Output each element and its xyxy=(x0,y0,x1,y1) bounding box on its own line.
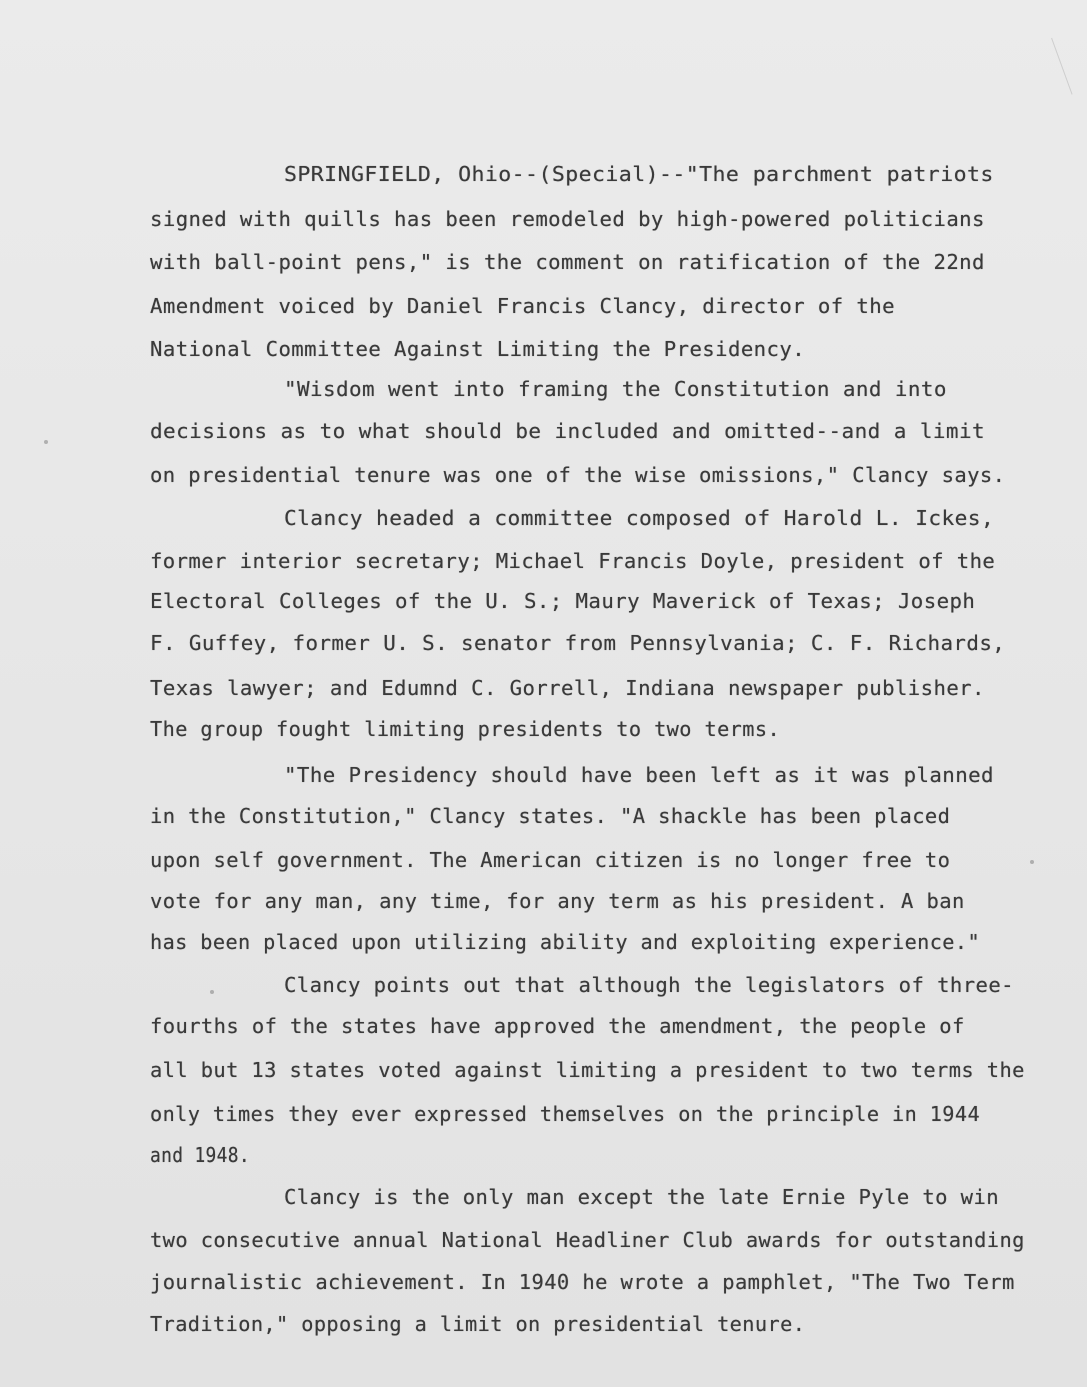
text-line: Clancy is the only man except the late Ernie Pyle to win xyxy=(284,1185,999,1209)
text-line: has been placed upon utilizing ability and exploiting experience." xyxy=(150,930,981,954)
text-line: vote for any man, any time, for any term as his president. A ban xyxy=(150,889,965,913)
margin-speck xyxy=(210,990,214,994)
page-fold-mark xyxy=(1030,38,1072,102)
margin-speck xyxy=(1030,860,1034,864)
text-line: SPRINGFIELD, Ohio--(Special)--"The parchment patriots xyxy=(284,162,994,186)
margin-speck xyxy=(44,440,48,444)
text-line: Clancy points out that although the legislators of three- xyxy=(284,973,1014,997)
text-line: F. Guffey, former U. S. senator from Pennsylvania; C. F. Richards, xyxy=(150,631,1006,655)
text-line: with ball-point pens," is the comment on ratification of the 22nd xyxy=(150,250,985,274)
text-line: only times they ever expressed themselves on the principle in 1944 xyxy=(150,1102,981,1126)
text-line: all but 13 states voted against limiting a president to two terms the xyxy=(150,1058,1025,1082)
text-line: signed with quills has been remodeled by high-powered politicians xyxy=(150,207,985,231)
text-line: The group fought limiting presidents to two terms. xyxy=(150,717,781,741)
text-line: journalistic achievement. In 1940 he wrote a pamphlet, "The Two Term xyxy=(150,1270,1015,1294)
text-line: and 1948. xyxy=(150,1143,251,1167)
text-line: "The Presidency should have been left as it was planned xyxy=(284,763,994,787)
text-line: in the Constitution," Clancy states. "A shackle has been placed xyxy=(150,804,951,828)
text-line: Tradition," opposing a limit on presidential tenure. xyxy=(150,1312,806,1336)
text-line: Clancy headed a committee composed of Harold L. Ickes, xyxy=(284,506,995,530)
text-line: Amendment voiced by Daniel Francis Clancy, director of the xyxy=(150,294,895,318)
text-line: decisions as to what should be included and omitted--and a limit xyxy=(150,419,986,443)
text-line: two consecutive annual National Headliner Club awards for outstanding xyxy=(150,1228,1025,1252)
text-line: Texas lawyer; and Edumnd C. Gorrell, Indiana newspaper publisher. xyxy=(150,676,985,700)
text-line: National Committee Against Limiting the Presidency. xyxy=(150,337,806,361)
text-line: on presidential tenure was one of the wise omissions," Clancy says. xyxy=(150,463,1006,487)
text-line: former interior secretary; Michael Francis Doyle, president of the xyxy=(150,549,996,573)
text-line: "Wisdom went into framing the Constitution and into xyxy=(284,377,947,401)
text-line: upon self government. The American citizen is no longer free to xyxy=(150,848,951,872)
text-line: fourths of the states have approved the amendment, the people of xyxy=(150,1014,965,1038)
text-line: Electoral Colleges of the U. S.; Maury Maverick of Texas; Joseph xyxy=(150,589,976,613)
